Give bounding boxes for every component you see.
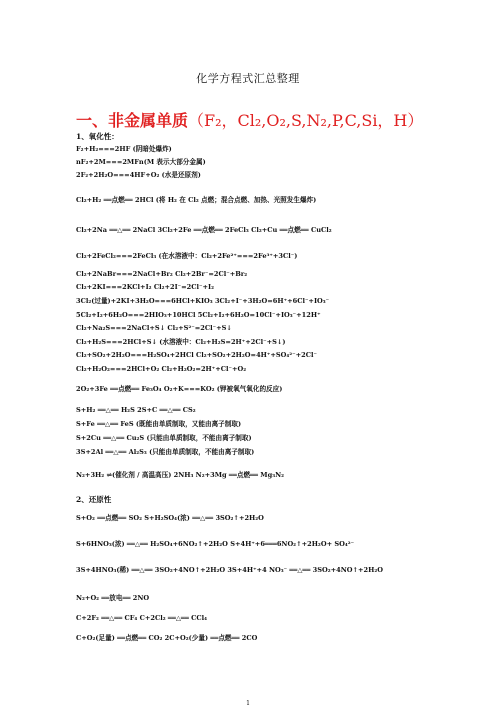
equation-line: S+O₂ ══点燃══ SO₂ S+H₂SO₄(浓) ══△══ 3SO₂↑+2H₂O <box>76 514 264 522</box>
equation-line: S+H₂ ══△══ H₂S 2S+C ══△══ CS₂ <box>76 406 196 414</box>
page-number: 1 <box>246 700 250 707</box>
equation-line: Cl₂+H₂ ══点燃══ 2HCl (将 H₂ 在 Cl₂ 点燃；混合点燃、加热、光照发生爆炸) <box>76 196 317 204</box>
equation-line: S+Fe ══△══ FeS (既能由单质制取，又能由离子制取) <box>76 420 242 428</box>
equation-line: Cl₂+H₂O₂===2HCl+O₂ Cl₂+H₂O₂=2H⁺+Cl⁻+O₂ <box>76 365 247 373</box>
equation-line: C+2F₂ ══△══ CF₄ C+2Cl₂ ══△══ CCl₄ <box>76 614 208 622</box>
equation-line: Cl₂+2FeCl₂===2FeCl₃ (在水溶液中：Cl₂+2Fe²⁺===2Fe³⁺+3Cl⁻) <box>76 252 298 260</box>
equation-line: N₂+O₂ ══放电══ 2NO <box>76 594 150 602</box>
section-heading-elements: （F₂，Cl₂,O₂,S,N₂,P,C,Si，H） <box>188 111 424 130</box>
equation-line: S+6HNO₃(浓) ══△══ H₂SO₄+6NO₂↑+2H₂O S+4H⁺+6═══6NO₂↑+2H₂O+ SO₄²⁻ <box>76 540 355 548</box>
equation-line: C+O₂(足量) ══点燃══ CO₂ 2C+O₂(少量) ══点燃══ 2CO <box>76 634 258 642</box>
equation-line: N₂+3H₂ ⇌(催化剂 / 高温高压) 2NH₃ N₂+3Mg ══点燃══ Mg₃N₂ <box>76 471 284 479</box>
equation-line: Cl₂+Na₂S===2NaCl+S↓ Cl₂+S²⁻=2Cl⁻+S↓ <box>76 324 232 332</box>
equation-line: Cl₂+2Na ══△══ 2NaCl 3Cl₂+2Fe ══点燃══ 2FeCl₃ Cl₂+Cu ══点燃══ CuCl₂ <box>76 226 332 234</box>
equation-line: nF₂+2M===2MFn(M 表示大部分金属) <box>76 158 206 166</box>
equation-line: 2O₂+3Fe ══点燃══ Fe₃O₄ O₂+K===KO₂ (钾被氧气氧化的反应) <box>76 385 283 393</box>
equation-line: S+2Cu ══△══ Cu₂S (只能由单质制取，不能由离子制取) <box>76 434 252 442</box>
equation-line: 3S+2Al ══△══ Al₂S₃ (只能由单质制取，不能由离子制取) <box>76 448 255 456</box>
equation-line: F₂+H₂===2HF (阴暗处爆炸) <box>76 145 172 153</box>
equation-line: Cl₂+H₂S===2HCl+S↓ (水溶液中：Cl₂+H₂S=2H⁺+2Cl⁻+S↓) <box>76 338 286 346</box>
equation-line: 3S+4HNO₃(稀) ══△══ 3SO₂+4NO↑+2H₂O 3S+4H⁺+4 NO₃⁻ ══△══ 3SO₂+4NO↑+2H₂O <box>76 566 384 574</box>
equation-line: Cl₂+SO₂+2H₂O===H₂SO₄+2HCl Cl₂+SO₂+2H₂O=4H⁺+SO₄²⁻+2Cl⁻ <box>76 351 318 359</box>
equation-line: 3Cl₂(过量)+2KI+3H₂O===6HCl+KIO₃ 3Cl₂+I⁻+3H₂O=6H⁺+6Cl⁻+IO₃⁻ <box>76 297 330 305</box>
equation-line: Cl₂+2NaBr===2NaCl+Br₂ Cl₂+2Br⁻=2Cl⁻+Br₂ <box>76 270 248 278</box>
equation-line: Cl₂+2KI===2KCl+I₂ Cl₂+2I⁻=2Cl⁻+I₂ <box>76 283 214 291</box>
equation-line: 2F₂+2H₂O===4HF+O₂ (水是还原剂) <box>76 171 201 179</box>
section-heading-text: 一、非金属单质 <box>76 111 189 130</box>
section-heading <box>76 108 423 131</box>
page-title: 化学方程式汇总整理 <box>196 72 300 85</box>
subsection-reducing: 2、还原性 <box>76 495 112 504</box>
equation-line: 5Cl₂+I₂+6H₂O===2HIO₃+10HCl 5Cl₂+I₂+6H₂O=10Cl⁻+IO₃⁻+12H⁺ <box>76 311 321 319</box>
subsection-oxidizing: 1、氧化性： <box>76 132 119 141</box>
